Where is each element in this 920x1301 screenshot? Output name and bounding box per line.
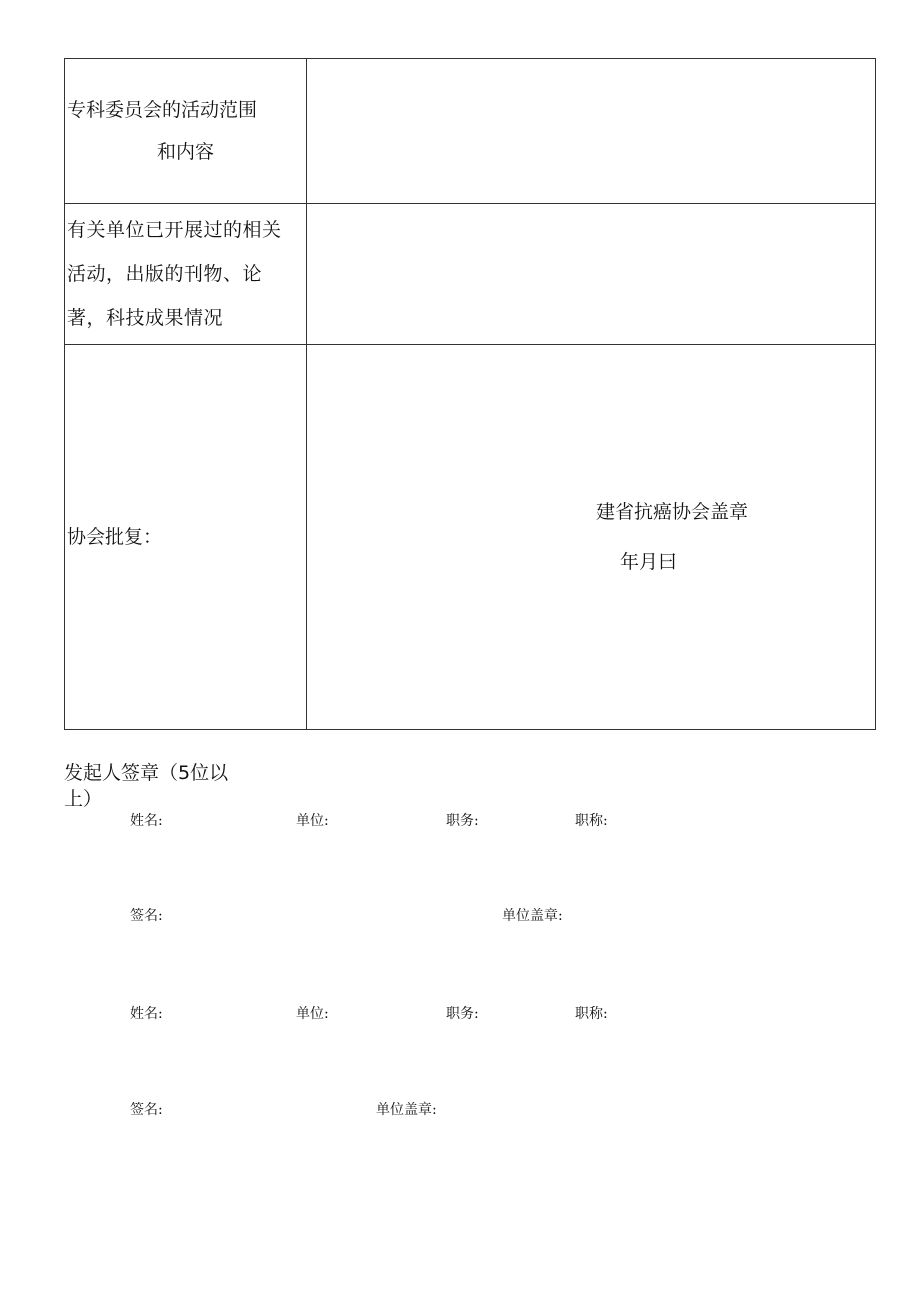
activity-scope-label-line-1: 专科委员会的活动范围 <box>67 99 258 121</box>
sponsor-1-unit-label: 单位: <box>296 813 329 829</box>
sponsor-1-name-label: 姓名: <box>130 813 163 829</box>
association-seal-text: 建省抗癌协会盖章 <box>596 501 749 523</box>
prior-activities-label-line-1: 有关单位已开展过的相关 <box>67 219 282 241</box>
table-row-prior-activities <box>65 204 876 345</box>
association-approval-label: 协会批复： <box>65 345 307 730</box>
activity-scope-input-cell[interactable] <box>307 59 876 204</box>
sponsor-2-signature-label: 签名: <box>130 1102 163 1118</box>
sponsor-2-unit-seal-label: 单位盖章: <box>376 1102 437 1118</box>
activity-scope-label <box>65 59 307 204</box>
prior-activities-label <box>65 204 307 345</box>
approval-date-text: 年月曰 <box>620 551 678 573</box>
activity-scope-label-line-2: 和内容 <box>157 141 215 163</box>
sponsor-1-position-label: 职务: <box>446 813 479 829</box>
table-row-association-approval <box>65 345 876 730</box>
sponsor-signature-heading: 发起人签章（5位以上） <box>64 762 229 810</box>
prior-activities-input-cell[interactable] <box>307 204 876 345</box>
prior-activities-label-line-2: 活动，出版的刊物、论 <box>67 263 263 285</box>
sponsor-2-position-label: 职务: <box>446 1006 479 1022</box>
sponsor-1-signature-label: 签名: <box>130 908 163 924</box>
sponsor-1-title-label: 职称: <box>575 813 608 829</box>
sponsor-2-unit-label: 单位: <box>296 1006 329 1022</box>
prior-activities-label-line-3: 著，科技成果情况 <box>67 307 224 329</box>
sponsor-2-title-label: 职称: <box>575 1006 608 1022</box>
association-approval-cell <box>307 345 876 730</box>
table-row-activity-scope <box>65 59 876 204</box>
application-form-table <box>64 58 876 730</box>
sponsor-1-unit-seal-label: 单位盖章: <box>502 908 563 924</box>
sponsor-2-name-label: 姓名: <box>130 1006 163 1022</box>
